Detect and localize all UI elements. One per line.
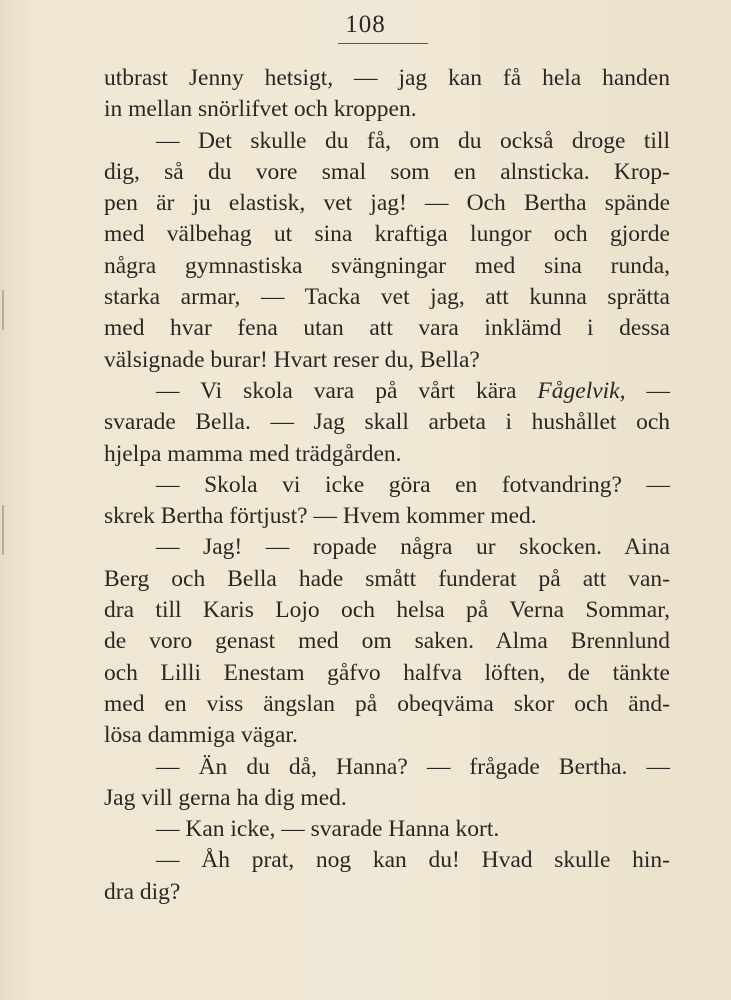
text-line: — Än du då, Hanna? — frågade Bertha. —: [156, 753, 670, 780]
page-header: [0, 10, 731, 42]
text-line: med en viss ängslan på obeqväma skor och änd-: [104, 690, 670, 717]
text-line: utbrast Jenny hetsigt, — jag kan få hela handen: [104, 65, 670, 91]
text-line: välsignade burar! Hvart reser du, Bella?: [104, 346, 480, 373]
body-text: [104, 63, 670, 908]
text-segment: —: [625, 377, 671, 404]
text-line: några gymnastiska svängningar med sina runda,: [104, 252, 670, 279]
text-line: [104, 376, 670, 407]
text-line: in mellan snörlifvet och kroppen.: [104, 96, 417, 123]
page-edge-mark: [2, 505, 4, 555]
text-line: de voro genast med om saken. Alma Brennlund: [104, 628, 670, 655]
text-line: — Skola vi icke göra en fotvandring? —: [156, 471, 670, 498]
text-line: starka armar, — Tacka vet jag, att kunna sprätta: [104, 284, 670, 311]
text-line: — Det skulle du få, om du också droge till: [156, 127, 670, 154]
text-line: svarade Bella. — Jag skall arbeta i hushållet och: [104, 409, 670, 436]
text-line: dra dig?: [104, 878, 181, 905]
text-line: dra till Karis Lojo och helsa på Verna Sommar,: [104, 597, 670, 624]
text-line: lösa dammiga vägar.: [104, 722, 298, 749]
page-edge-mark: [2, 290, 4, 330]
text-line: — Jag! — ropade några ur skocken. Aina: [156, 534, 670, 561]
text-line: och Lilli Enestam gåfvo halfva löften, de tänkte: [104, 659, 670, 686]
place-name: Fågelvik,: [537, 377, 626, 404]
text-segment: — Vi skola vara på vårt kära: [156, 377, 538, 404]
text-line: — Kan icke, — svarade Hanna kort.: [156, 816, 500, 843]
text-line: hjelpa mamma med trädgården.: [104, 440, 402, 467]
page-number: 108: [345, 11, 386, 38]
text-line: dig, så du vore smal som en alnsticka. Krop-: [104, 158, 670, 185]
header-rule: [338, 43, 428, 44]
text-line: med välbehag ut sina kraftiga lungor och gjorde: [104, 221, 670, 248]
text-line: — Åh prat, nog kan du! Hvad skulle hin-: [156, 847, 670, 874]
text-line: skrek Bertha förtjust? — Hvem kommer med.: [104, 503, 537, 530]
text-line: Berg och Bella hade smått funderat på att van-: [104, 565, 670, 592]
text-line: Jag vill gerna ha dig med.: [104, 784, 347, 811]
text-line: pen är ju elastisk, vet jag! — Och Bertha spände: [104, 190, 670, 217]
text-line: med hvar fena utan att vara inklämd i dessa: [104, 315, 670, 342]
